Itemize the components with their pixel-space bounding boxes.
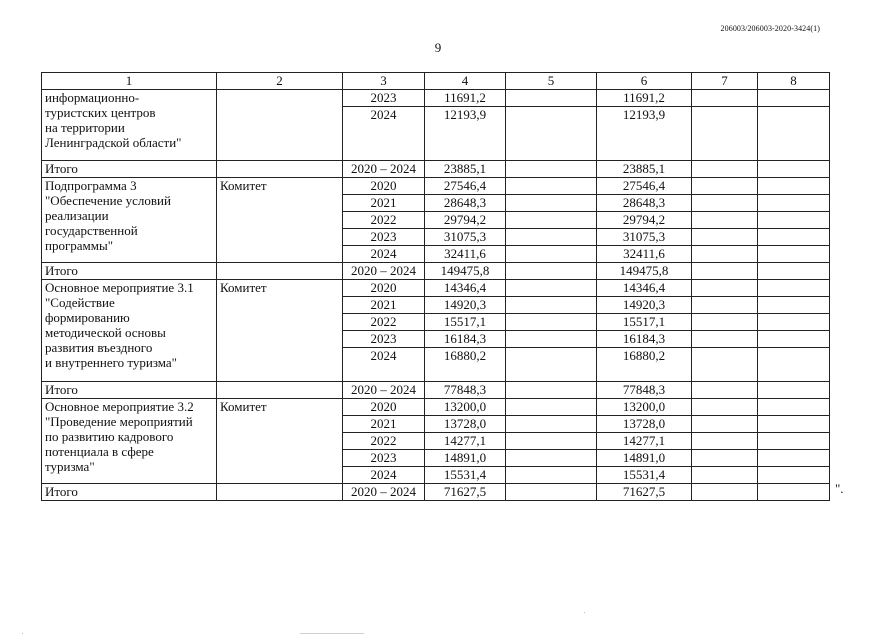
column-header: 5 <box>506 73 597 90</box>
item-name-line: информационно- <box>45 90 140 105</box>
total-col6-cell: 71627,5 <box>597 484 692 501</box>
amount-col7-cell <box>692 433 758 450</box>
year-cell: 2024 <box>343 246 425 263</box>
total-row <box>42 382 830 399</box>
amount-col8-cell <box>758 178 830 195</box>
column-header: 6 <box>597 73 692 90</box>
item-name-line: реализации <box>45 208 109 223</box>
amount-total-cell: 15531,4 <box>425 467 506 484</box>
item-name-line: и внутреннего туризма" <box>45 355 177 370</box>
total-amount-cell: 77848,3 <box>425 382 506 399</box>
item-name-line: формированию <box>45 310 130 325</box>
year-cell: 2022 <box>343 314 425 331</box>
amount-col8-cell <box>758 348 830 382</box>
table-body <box>42 90 830 501</box>
amount-col5-cell <box>506 280 597 297</box>
column-header: 1 <box>42 73 217 90</box>
amount-col6-cell: 11691,2 <box>597 90 692 107</box>
amount-col5-cell <box>506 399 597 416</box>
amount-col5-cell <box>506 212 597 229</box>
total-amount-cell: 71627,5 <box>425 484 506 501</box>
item-name-line: Основное мероприятие 3.1 <box>45 280 194 295</box>
amount-col5-cell <box>506 348 597 382</box>
total-executor-cell <box>217 161 343 178</box>
amount-total-cell: 32411,6 <box>425 246 506 263</box>
amount-total-cell: 16184,3 <box>425 331 506 348</box>
total-amount-cell: 23885,1 <box>425 161 506 178</box>
column-header: 4 <box>425 73 506 90</box>
amount-col6-cell: 15517,1 <box>597 314 692 331</box>
amount-col6-cell: 32411,6 <box>597 246 692 263</box>
amount-col7-cell <box>692 450 758 467</box>
amount-col5-cell <box>506 229 597 246</box>
item-name-line: туристских центров <box>45 105 156 120</box>
amount-col7-cell <box>692 280 758 297</box>
year-cell: 2023 <box>343 229 425 246</box>
column-header: 3 <box>343 73 425 90</box>
item-name-line: Ленинградской области" <box>45 135 182 150</box>
year-cell: 2023 <box>343 90 425 107</box>
amount-total-cell: 14920,3 <box>425 297 506 314</box>
total-col6-cell: 149475,8 <box>597 263 692 280</box>
amount-total-cell: 16880,2 <box>425 348 506 382</box>
year-cell: 2021 <box>343 195 425 212</box>
year-cell: 2020 <box>343 280 425 297</box>
amount-col7-cell <box>692 348 758 382</box>
total-label: Итого <box>42 161 217 178</box>
table-row <box>42 178 830 195</box>
total-col8-cell <box>758 382 830 399</box>
amount-col8-cell <box>758 229 830 246</box>
amount-col7-cell <box>692 467 758 484</box>
amount-total-cell: 27546,4 <box>425 178 506 195</box>
total-col8-cell <box>758 263 830 280</box>
amount-col8-cell <box>758 195 830 212</box>
amount-col7-cell <box>692 399 758 416</box>
item-name-line: на территории <box>45 120 125 135</box>
amount-col7-cell <box>692 331 758 348</box>
year-cell: 2020 <box>343 399 425 416</box>
amount-col6-cell: 27546,4 <box>597 178 692 195</box>
amount-col6-cell: 14277,1 <box>597 433 692 450</box>
total-label: Итого <box>42 382 217 399</box>
amount-total-cell: 14891,0 <box>425 450 506 467</box>
item-name <box>42 280 217 382</box>
amount-col5-cell <box>506 314 597 331</box>
total-col7-cell <box>692 382 758 399</box>
total-col7-cell <box>692 161 758 178</box>
amount-col7-cell <box>692 416 758 433</box>
table-row <box>42 280 830 297</box>
item-name-line: методической основы <box>45 325 166 340</box>
total-row <box>42 263 830 280</box>
total-col5-cell <box>506 161 597 178</box>
total-row <box>42 484 830 501</box>
total-col6-cell: 77848,3 <box>597 382 692 399</box>
amount-col5-cell <box>506 90 597 107</box>
total-executor-cell <box>217 263 343 280</box>
amount-col6-cell: 16184,3 <box>597 331 692 348</box>
total-col6-cell: 23885,1 <box>597 161 692 178</box>
amount-col7-cell <box>692 314 758 331</box>
amount-col6-cell: 14891,0 <box>597 450 692 467</box>
column-header: 8 <box>758 73 830 90</box>
amount-col6-cell: 29794,2 <box>597 212 692 229</box>
year-cell: 2023 <box>343 450 425 467</box>
amount-total-cell: 14277,1 <box>425 433 506 450</box>
year-cell: 2023 <box>343 331 425 348</box>
total-period: 2020 – 2024 <box>343 484 425 501</box>
amount-col7-cell <box>692 90 758 107</box>
amount-col6-cell: 16880,2 <box>597 348 692 382</box>
amount-total-cell: 14346,4 <box>425 280 506 297</box>
amount-col5-cell <box>506 246 597 263</box>
table-row <box>42 399 830 416</box>
amount-col7-cell <box>692 297 758 314</box>
amount-col8-cell <box>758 107 830 161</box>
scan-speck <box>584 612 585 613</box>
amount-col5-cell <box>506 178 597 195</box>
amount-col6-cell: 15531,4 <box>597 467 692 484</box>
amount-total-cell: 12193,9 <box>425 107 506 161</box>
item-name-line: программы" <box>45 238 114 253</box>
scan-speck <box>22 633 23 634</box>
amount-col5-cell <box>506 195 597 212</box>
executor: Комитет <box>217 178 343 263</box>
amount-col6-cell: 13728,0 <box>597 416 692 433</box>
amount-col5-cell <box>506 450 597 467</box>
table-row <box>42 90 830 107</box>
item-name-line: "Обеспечение условий <box>45 193 171 208</box>
item-name-line: туризма" <box>45 459 95 474</box>
amount-total-cell: 29794,2 <box>425 212 506 229</box>
amount-col8-cell <box>758 433 830 450</box>
item-name-line: Подпрограмма 3 <box>45 178 137 193</box>
amount-col5-cell <box>506 297 597 314</box>
amount-col8-cell <box>758 212 830 229</box>
amount-col8-cell <box>758 416 830 433</box>
amount-col7-cell <box>692 107 758 161</box>
amount-col8-cell <box>758 297 830 314</box>
item-name-line: Основное мероприятие 3.2 <box>45 399 194 414</box>
amount-total-cell: 13200,0 <box>425 399 506 416</box>
year-cell: 2021 <box>343 297 425 314</box>
executor <box>217 90 343 161</box>
amount-col7-cell <box>692 229 758 246</box>
total-col5-cell <box>506 484 597 501</box>
total-period: 2020 – 2024 <box>343 263 425 280</box>
total-col5-cell <box>506 382 597 399</box>
amount-total-cell: 11691,2 <box>425 90 506 107</box>
amount-total-cell: 31075,3 <box>425 229 506 246</box>
amount-col6-cell: 31075,3 <box>597 229 692 246</box>
amount-total-cell: 13728,0 <box>425 416 506 433</box>
total-row <box>42 161 830 178</box>
amount-col5-cell <box>506 416 597 433</box>
total-period: 2020 – 2024 <box>343 161 425 178</box>
executor: Комитет <box>217 280 343 382</box>
amount-col5-cell <box>506 331 597 348</box>
item-name-line: потенциала в сфере <box>45 444 154 459</box>
amount-col6-cell: 14920,3 <box>597 297 692 314</box>
amount-col8-cell <box>758 399 830 416</box>
executor: Комитет <box>217 399 343 484</box>
total-col5-cell <box>506 263 597 280</box>
page-number: 9 <box>434 40 442 55</box>
item-name-line: "Содействие <box>45 295 115 310</box>
amount-col8-cell <box>758 314 830 331</box>
amount-col8-cell <box>758 90 830 107</box>
closing-quote-mark: ". <box>835 481 844 496</box>
year-cell: 2024 <box>343 348 425 382</box>
item-name-line: по развитию кадрового <box>45 429 174 444</box>
amount-total-cell: 15517,1 <box>425 314 506 331</box>
amount-col5-cell <box>506 467 597 484</box>
amount-col8-cell <box>758 246 830 263</box>
amount-col6-cell: 13200,0 <box>597 399 692 416</box>
item-name-line: "Проведение мероприятий <box>45 414 193 429</box>
document-id: 206003/206003-2020-3424(1) <box>720 24 820 33</box>
total-executor-cell <box>217 484 343 501</box>
total-label: Итого <box>42 263 217 280</box>
year-cell: 2022 <box>343 433 425 450</box>
amount-col6-cell: 28648,3 <box>597 195 692 212</box>
total-period: 2020 – 2024 <box>343 382 425 399</box>
amount-col5-cell <box>506 433 597 450</box>
column-header: 7 <box>692 73 758 90</box>
amount-total-cell: 28648,3 <box>425 195 506 212</box>
column-header: 2 <box>217 73 343 90</box>
budget-table <box>41 72 830 501</box>
year-cell: 2024 <box>343 467 425 484</box>
year-cell: 2024 <box>343 107 425 161</box>
year-cell: 2022 <box>343 212 425 229</box>
total-col8-cell <box>758 161 830 178</box>
total-col7-cell <box>692 263 758 280</box>
total-amount-cell: 149475,8 <box>425 263 506 280</box>
item-name-line: развития въездного <box>45 340 153 355</box>
scan-artifact-line <box>300 633 364 634</box>
amount-col8-cell <box>758 467 830 484</box>
amount-col6-cell: 12193,9 <box>597 107 692 161</box>
total-col8-cell <box>758 484 830 501</box>
year-cell: 2021 <box>343 416 425 433</box>
total-label: Итого <box>42 484 217 501</box>
item-name-line: государственной <box>45 223 138 238</box>
amount-col8-cell <box>758 331 830 348</box>
total-col7-cell <box>692 484 758 501</box>
amount-col7-cell <box>692 246 758 263</box>
amount-col8-cell <box>758 450 830 467</box>
amount-col5-cell <box>506 107 597 161</box>
amount-col7-cell <box>692 212 758 229</box>
item-name <box>42 399 217 484</box>
item-name <box>42 90 217 161</box>
amount-col8-cell <box>758 280 830 297</box>
column-number-row <box>42 73 830 90</box>
amount-col6-cell: 14346,4 <box>597 280 692 297</box>
total-executor-cell <box>217 382 343 399</box>
amount-col7-cell <box>692 195 758 212</box>
amount-col7-cell <box>692 178 758 195</box>
year-cell: 2020 <box>343 178 425 195</box>
item-name <box>42 178 217 263</box>
